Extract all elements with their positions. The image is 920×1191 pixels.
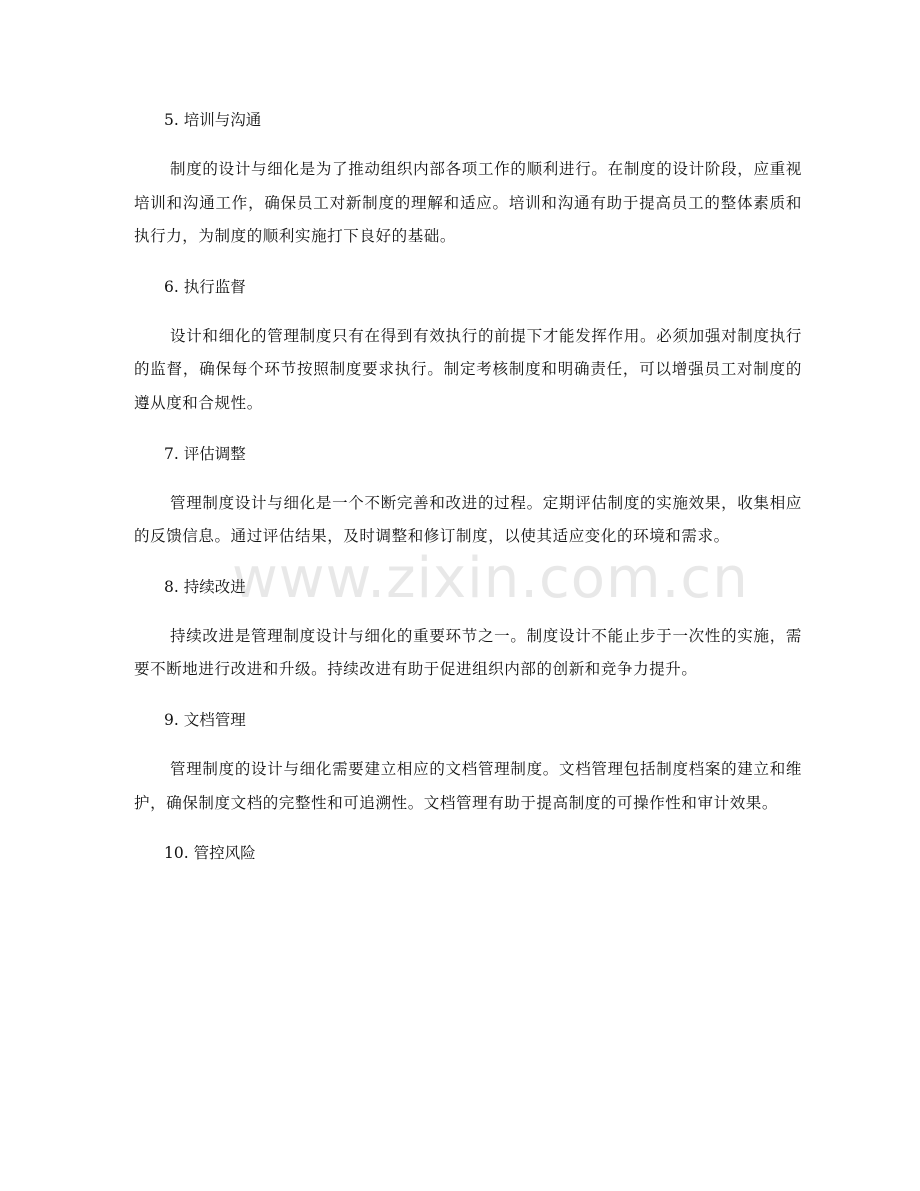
section-heading-6: 6. 执行监督 bbox=[164, 277, 246, 296]
section-heading-5: 5. 培训与沟通 bbox=[164, 111, 262, 129]
section-paragraph-6: 设计和细化的管理制度只有在得到有效执行的前提下才能发挥作用。必须加强对制度执行的监督，确保每个环节按照制度要求执行。制定考核制度和明确责任，可以增强员工对制度的遵从度和合规性。 bbox=[134, 326, 802, 412]
section-heading-7: 7. 评估调整 bbox=[164, 444, 246, 463]
watermark: www.zixin.com.cn bbox=[232, 546, 749, 611]
section-heading-10: 10. 管控风险 bbox=[164, 844, 256, 863]
section-heading-8: 8. 持续改进 bbox=[164, 577, 246, 596]
section-paragraph-5: 制度的设计与细化是为了推动组织内部各项工作的顺利进行。在制度的设计阶段，应重视培训和沟通工作，确保员工对新制度的理解和适应。培训和沟通有助于提高员工的整体素质和执行力，为制度的顺利实施打下良好的基础。 bbox=[134, 160, 802, 246]
section-paragraph-8: 持续改进是管理制度设计与细化的重要环节之一。制度设计不能止步于一次性的实施，需要不断地进行改进和升级。持续改进有助于促进组织内部的创新和竞争力提升。 bbox=[134, 626, 802, 679]
section-paragraph-7: 管理制度设计与细化是一个不断完善和改进的过程。定期评估制度的实施效果，收集相应的反馈信息。通过评估结果，及时调整和修订制度，以使其适应变化的环境和需求。 bbox=[134, 493, 802, 546]
document-body bbox=[134, 103, 802, 886]
section-heading-9: 9. 文档管理 bbox=[164, 710, 246, 729]
section-paragraph-9: 管理制度的设计与细化需要建立相应的文档管理制度。文档管理包括制度档案的建立和维护，确保制度文档的完整性和可追溯性。文档管理有助于提高制度的可操作性和审计效果。 bbox=[134, 759, 802, 812]
